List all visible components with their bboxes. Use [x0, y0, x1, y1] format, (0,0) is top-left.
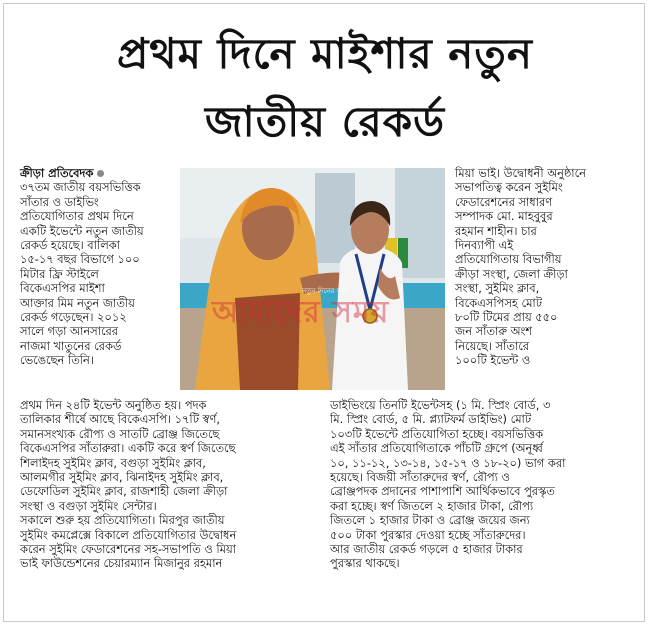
- article-column-left: [20, 166, 170, 368]
- byline: ক্রীড়া প্রতিবেদক: [20, 166, 94, 180]
- news-photo: [180, 168, 445, 390]
- article-lower-right: ডাইভিংয়ে তিনটি ইভেন্টসহ (১ মি. স্প্রিং বোর্ড, ৩ মি. স্প্রিং বোর্ড, ৫ মি. প্ল্যাটফর্ম ডাইভিং) মোট ১০৩টি ইভেন্টে প্রতিযোগিতা হচ্ছে। বয়সভিত্তিক এই সাঁতার প্রতিযোগিতাকে পাঁচটি গ্রুপে (অনূর্ধ্ব ১০, ১১-১২, ১৩-১৪, ১৫-১৭ ও ১৮-২০) ভাগ করা হয়েছে। বিজয়ী সাঁতারুদের স্বর্ণ, রৌপ্য ও ব্রোঞ্জপদক প্রদানের পাশাপাশি আর্থিকভাবে পুরস্কৃত করা হচ্ছে। স্বর্ণ জিতলে ২ হাজার টাকা, রৌপ্য জিতলে ১ হাজার টাকা ও ব্রোঞ্জ জয়ের জন্য ৫০০ টাকা পুরস্কার দেওয়া হচ্ছে সাঁতারুদের। আর জাতীয় রেকর্ড গড়লে ৫ হাজার টাকার পুরস্কার থাকছে।: [330, 398, 566, 571]
- column-left-text: ৩৭তম জাতীয় বয়সভিত্তিক সাঁতার ও ডাইভিং প্রতিযোগিতার প্রথম দিনে একটি ইভেন্টে নতুন জাতীয় রেকর্ড হয়েছে। বালিকা ১৫-১৭ বছর বিভাগে ১০০ মিটার ফ্রি স্টাইলে বিকেএসপির মাইশা আক্তার মিম নতুন জাতীয় রেকর্ড গড়েছেন। ২০১২ সালে গড়া আনসারের নাজমা খাতুনের রেকর্ড ভেঙেছেন তিনি।: [20, 180, 144, 368]
- article-lower-left: প্রথম দিন ২৪টি ইভেন্ট অনুষ্ঠিত হয়। পদক তালিকার শীর্ষে আছে বিকেএসপি। ১৭টি স্বর্ণ, সমানসংখ্যক রৌপ্য ও সাতটি ব্রোঞ্জ জিতেছে বিকেএসপির সাঁতারুরা। একটি করে স্বর্ণ জিতেছে শিলাইদহ সুইমিং ক্লাব, বগুড়া সুইমিং ক্লাব, আলমগীর সুইমিং ক্লাব, ঝিনাইদহ সুইমিং ক্লাব, ডেফোডিল সুইমিং ক্লাব, রাজশাহী জেলা ক্রীড়া সংস্থা ও বগুড়া সুইমিং সেন্টার। সকালে শুরু হয় প্রতিযোগিতা। মিরপুর জাতীয় সুইমিং কমপ্লেক্সে বিকালে প্রতিযোগিতার উদ্বোধন করেন সুইমিং ফেডারেশনের সহ-সভাপতি ও মিয়া ভাই ফাউন্ডেশনের চেয়ারম্যান মিজানুর রহমান: [20, 398, 237, 571]
- watermark-small: নতুন দিনের কথা: [302, 287, 349, 295]
- bullet-icon: [97, 170, 104, 177]
- headline-line-1: প্রথম দিনে মাইশার নতুন: [117, 29, 533, 78]
- headline-line-2: জাতীয় রেকর্ড: [204, 97, 446, 146]
- photo-illustration: [180, 168, 445, 390]
- article-column-right: মিয়া ভাই। উদ্বোধনী অনুষ্ঠানে সভাপতিত্ব করেন সুইমিং ফেডারেশনের সাধারণ সম্পাদক মো. মাহবুবুর রহমান শাহীন। চার দিনব্যাপী এই প্রতিযোগিতায় বিভাগীয় ক্রীড়া সংস্থা, জেলা ক্রীড়া সংস্থা, সুইমিং ক্লাব, বিকেএসপিসহ মোট ৮০টি টিমের প্রায় ৫৫০ জন সাঁতারু অংশ নিয়েছে। সাঁতারে ১০০টি ইভেন্ট ও: [455, 166, 586, 368]
- watermark-logo: আমাদের সময়: [212, 295, 390, 330]
